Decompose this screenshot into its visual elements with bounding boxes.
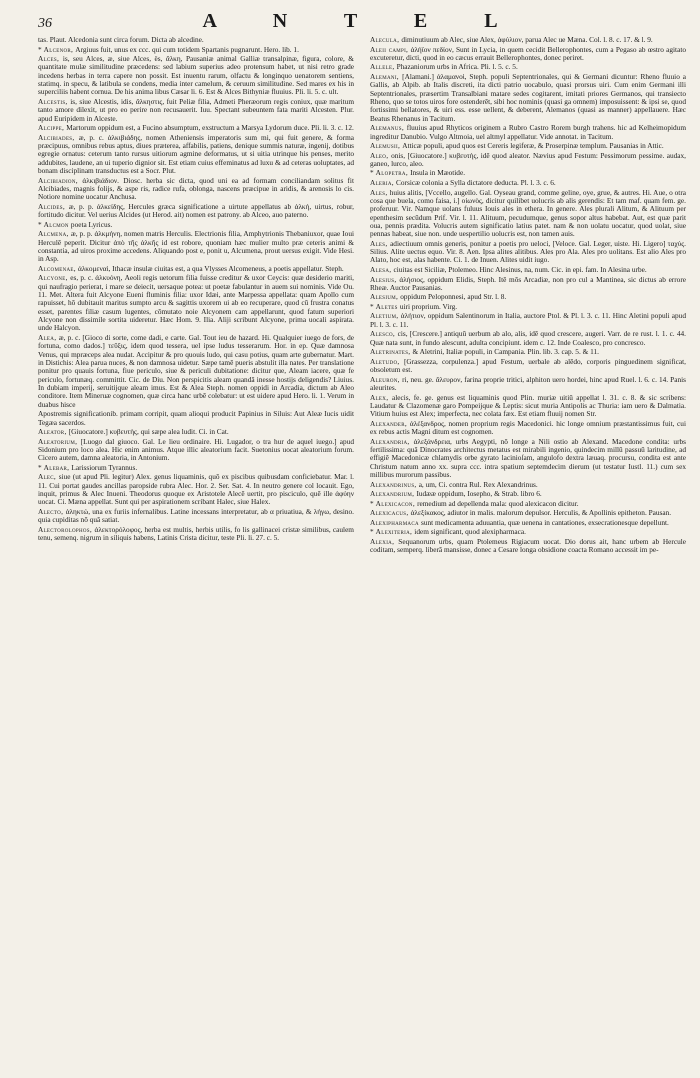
entry-text: ri, neu. ge. ἄλευρον, farina proprie tritici, alphiton uero hordei, hinc apud Ruel. l. 6. c. 14. Panis aleurites. xyxy=(370,374,686,392)
dictionary-entry xyxy=(370,312,686,329)
entry-text: is, seu Alces, æ, siue Alces, ës, ἄλκη, Pausaniæ animal Galliæ transalpinæ, figura, colore, & quantitate mulæ similitudine præcedens: sed labium superius adeo protensum habet, ut nisi retro grade incedens herbas in terra capere non possit. Est inuentu rarum, olfactu & longinquo uenatorem sentiens, statimq. in specu, & latibula se condens, media inter camelum, & ceruum similitudine. Sed mares ex his in superciliis habent cornua. De his anima libus Cæsar li. 6. Est & Alces Bithyniæ fluuius. Pli. li. 5. c. ult. xyxy=(38,54,354,97)
entry-text: ἀλήσιος, oppidum Elidis, Steph. Itē mōs Arcadiæ, non pro cul a Mantinea, sic dictus ab errore Rheæ. Auctor Pausanias. xyxy=(370,274,686,292)
entry-headword: * Alexicacon, xyxy=(370,498,418,508)
dictionary-entry xyxy=(370,36,686,44)
entry-text: is, siue Alcestis, idis, ἄλκηστις, fuit Peliæ filia, Admeti Pheræorum regis coniux, quæ maritum tanto amore dilexit, ut pro eo perire non recusauerit. Iuu. Spectant subeuntem fata mariti Alcesten. Plur. apud Euripidem in Alceste. xyxy=(38,96,354,123)
page-header xyxy=(38,10,688,34)
dictionary-entry xyxy=(38,221,354,229)
entry-headword: Alesius, xyxy=(370,274,400,284)
dictionary-entry xyxy=(370,528,686,536)
entry-headword: Aleo, xyxy=(370,150,392,160)
entry-text: ἀλεξίκακος, adiutor in malis. malorum depulsor. Herculis, & Apollinis epitheton. Pausan. xyxy=(410,508,672,518)
entry-headword: Ales, xyxy=(370,187,390,197)
entry-headword: Alexandrium, xyxy=(370,489,417,499)
entry-text: ἀλήτιον, oppidum Salentinorum in Italia, auctore Ptol. & Pl. l. 3. c. 11. Hinc Aletini populi apud Pl. l. 3. c. 11. xyxy=(370,311,686,329)
running-head: A N T E L xyxy=(202,10,524,32)
dictionary-entry xyxy=(38,334,354,409)
entry-headword: Alesco, xyxy=(370,329,398,339)
entry-headword: Alexandrinus, xyxy=(370,479,419,489)
left-column xyxy=(38,36,354,1070)
entry-text: huius alitis, [Vccello, augello. Gal. Oyseau grand, comme geline, oye, grue, & autres. Hi. Aue, o otra cosa que buela, como faisa, i.] οἰωνὸς, dicitur quilibet uolucris ab alis gerendis: Et tam maf. quam fem. ge. proferuur. Vir. Namque uolans fuluus Iouis ales in ethera. In genere. Ales plurali Alitum, & Alituum per epenthesim secūdum Prif. Vir. l. 11. Alituum, pecudumque, genus sopor altus habebat. Aut, est quæ parit oua, pennis prædita. Volucris autem significatio latius patet. nam & non uolatu uocatur, quod uolat, siue pennas habeat, siue non. unde uespertilio uolucris est, non tamen auis. xyxy=(370,187,686,239)
entry-headword: Alcippe, xyxy=(38,123,67,133)
dictionary-entry xyxy=(370,490,686,498)
entry-headword: Alexia, xyxy=(370,536,399,546)
entry-headword: Alea, xyxy=(38,332,59,342)
entry-text: Atticæ populi, apud quos est Cereris legiferæ, & Proserpinæ templum. Pausanias in Attic. xyxy=(402,141,664,151)
dictionary-entry xyxy=(38,526,354,543)
dictionary-entry xyxy=(370,124,686,141)
entry-headword: Aleii campi, xyxy=(370,44,411,54)
entry-headword: Alemani, xyxy=(370,71,403,81)
dictionary-entry xyxy=(370,152,686,169)
entry-headword: * Aletes xyxy=(370,301,400,311)
entry-headword: Alces, xyxy=(38,54,63,64)
entry-text: a, um, Ci. contra Rul. Rex Alexandrinus. xyxy=(418,479,538,489)
dictionary-entry xyxy=(38,46,354,54)
entry-text: Sequanorum urbs, quam Ptolemeus Rigiacum uocat. Dio dorus ait, hanc urbem ab Hercule coditam, semperq. liberā mansisse, donec a Cesare longa obsidione coacta Romano accessit im pe- xyxy=(370,536,686,555)
dictionary-entry xyxy=(370,179,686,187)
entry-headword: Allele, xyxy=(370,62,397,72)
entry-text: fluuius apud Rhyticos originem a Rubro Castro Rorem burgh trahens. hic ad Kelheimopidum ingreditur Danubio. Vulgo Altmoia, uel altmyl appellatur. Vide annotat. in Tacitum. xyxy=(370,123,686,141)
entry-text: Corsicæ colonia a Sylla dictatore deducta. Pl. l. 3. c. 6. xyxy=(396,178,556,187)
entry-text: ἀλεκτορόλοφος, herba est multis, herbis utilis, fo lis gallinacei cristæ similibus, caulem tenu, semenq. nigrum in siliquis habens, Latinis Crista dicitur, teste Pli. li. 27. c. 5. xyxy=(38,524,354,543)
entry-text: alecis, fe. ge. genus est liquaminis quod Plin. muriæ uitiū appellat l. 31. c. 8. & sic scribens: Laudatur & Clazomenæ garo Pompeijque & Leptis: sicut muria Antipolis ac Thuria: iam uero & Dalmatia. Vitium huius est Alex; imperfecta, nec colata fæx. Est etiam fluuij nomen Str. xyxy=(370,392,686,419)
entry-text: [Alamani.] ἀλαμανοὶ, Steph. populi Septentrionales, qui & Germani dicuntur: Rheno fluuio a Gallis, ab Alpib. ab Italis discreti, ita dicti patrio uocabulo, quasi prorsus uiri. Cum enim Germani illi Septentrionales, præsertim Transalbiani matare sedes cogitarent, imitati priores Germanos, qui transiecto Rheno, quo se totos uiros fore ostenderēt, sibi hoc nominis (quasi ga omnem) imposuissent: & ipsi se, quod fortissimi bellatores, & uiri ess. esse uellent, & deberent, Alemanos (quasi as manner) appellauere. Hæc Beatus Rhenanus in Tacitum. xyxy=(370,71,686,123)
entry-headword: Alcmena, xyxy=(38,229,71,239)
dictionary-entry xyxy=(370,394,686,419)
entry-text: diminutiuum ab Alec, siue Alex, ἀφύλιον, parua Alec ue Mæna. Col. l. 8. c. 17. & l. 9. xyxy=(401,36,653,44)
dictionary-entry xyxy=(370,420,686,437)
entry-text: ciuitas est Siciliæ, Ptolemeo. Hinc Alesinus, na, num. Cic. in epi. fam. In Alesina urbe. xyxy=(393,265,647,274)
entry-headword: * Alcenor, xyxy=(38,44,76,54)
entry-text: æ, p. p. ἀλκείδης, Hercules græca significatione a uirtute appellatus ab ἀλκή, uirtus, robur, fortitudo dicitur. Vel uerius Alcides (ut Herod. ait) nomen est patrony. ab Alceo, auo paterno. xyxy=(38,201,354,220)
entry-text: [Grassezza, corpulenza.] apud Festum, uerbale ab alēdo, corporis pinguedinem significat, obsoletum est. xyxy=(370,356,686,375)
entry-text: [Giuocatore.] κυβευτὴς, qui sæpe alea ludit. Ci. in Cat. xyxy=(68,427,229,437)
entry-text: oppidum Peloponnesi, apud Str. l. 8. xyxy=(400,292,507,302)
dictionary-entry xyxy=(38,265,354,273)
entry-text: Insula in Mæotide. xyxy=(410,168,466,178)
dictionary-entry xyxy=(370,519,686,527)
entry-text: idem significant, quod alexipharmaca. xyxy=(414,527,526,537)
entry-headword: Alesium, xyxy=(370,292,401,302)
dictionary-entry xyxy=(38,410,354,427)
dictionary-entry xyxy=(38,36,354,44)
dictionary-entry xyxy=(38,177,354,202)
dictionary-entry xyxy=(38,438,354,463)
entry-text: cis, [Crescere.] antiquū uerbum ab alo, alis, idē quod crescere, augeri. Varr. de re rust. l. 1. c. 44. Quæ nata sunt, in fundo alescunt, adulta concipiunt. idem c. 12. Inde Coalesco, pro concresco. xyxy=(370,329,686,347)
dictionary-entry xyxy=(370,142,686,150)
page-number: 36 xyxy=(38,16,52,31)
entry-text: ἀλεξάνδρεια, urbs Aegypti, nō longe a Nili ostio ab Alexand. Macedone condita: urbs fertilissima: quā Dinocrates architectus metatus est mirabili ingenio, quindecim millū passuū laritudine, ad effigiē Macedonicæ chlamydis orbe gyrato lacinioſam, angulofo dextra læuaq. procursu, condita est ante Christum natum anno xx. supra ccc. intra spatium septemdecim dierum (ut testatur Iustl. 11.) cum sex millibus murorum passibus. xyxy=(370,436,686,479)
dictionary-entry xyxy=(370,46,686,63)
dictionary-entry xyxy=(370,348,686,356)
right-column xyxy=(370,36,686,1070)
entry-headword: Aletium, xyxy=(370,311,401,321)
entry-text: ἀλκιβιάδιον. Diosc. herba sic dicta, quod uni ea ad formam conciliandam solitus fit Alcibiades, magnis folijs, & aspe ris, radice rufa, oblonga, nascens præcipue in aridis, & arenosis lo cis. Notiore nomine uocatur Anchusa. xyxy=(38,175,354,202)
dictionary-entry xyxy=(370,63,686,71)
entry-headword: Alectorolophos, xyxy=(38,524,95,534)
dictionary-entry xyxy=(370,538,686,555)
dictionary-entry xyxy=(38,134,354,176)
entry-text: Argiuus fuit, unus ex ccc. qui cum totidem Spartanis pugnarunt. Hero. lib. 1. xyxy=(75,44,299,54)
entry-text: Phazaniorum urbs in Africa. Pli. l. 5. c. 5. xyxy=(396,62,518,72)
dictionary-entry xyxy=(370,376,686,393)
entry-text: sunt medicamenta aduuantia, quæ uenena in cantationes, exsecrationesque depellunt. xyxy=(421,517,669,527)
entry-text: æ, p. c. [Gioco di sorte, come dadi, e carte. Gal. Tout ieu de hazard. Hi. Qualquier iuego de fors, de fortuna, como dados.] τεῦξις, idem quod tessera, uel ipse ludus tesserarum. Hor. in ep. Quæ damnosa Venus, qui mpræceps alea nudat. Accipitur & pro quouis ludo, qui casu potius, quam arte gubernatur. Mart. in Distichis: Alea parua nuces, & non damnosa uidetur. Sæpe tamē pueris abstulit illa nates. Per translatione ponitur pro quauis fortuna, fiue periculo, siue & periculi dubitatione: dicitur que, Aleam iacere, quæ fe periculo, fortunæq. committit. Cic. de Diu. Non perspicitis aleam quandā inesse hostijs deligendis? Liuius. In dubiam imperij, seruitijque aleam imus. Est & Alea Steph. nomen oppidi in Arcadia, dictum ab Aleo conditore. Item Mineruæ cognomen, quæ circa hanc urbē colebatur: ut est uidere apud Hero. li. 1. Verum in duabus hisce xyxy=(38,332,354,409)
dictionary-entry xyxy=(38,464,354,472)
entry-text: adiectiuum omnis generis, ponitur a poetis pro ueloci, [Veloce. Gal. Leger, uiste. Hi. Ligero] ταχύς. Silius. Alite uectus equo. Vir. 8. Aen. Ipsa alites alitibus. Ales pro Ala. Ales pro uolitans. Est alio Ales pro Alato, hoc est, alas habente. Ci. 1. de Inuen. Alites uidit iugo. xyxy=(370,238,686,265)
dictionary-entry xyxy=(370,169,686,177)
dictionary-entry xyxy=(38,473,354,506)
dictionary-entry xyxy=(370,73,686,123)
entry-headword: * Alexiteria, xyxy=(370,527,415,537)
dictionary-entry xyxy=(370,240,686,265)
dictionary-entry xyxy=(370,438,686,480)
entry-headword: Aleatorium, xyxy=(38,436,81,446)
dictionary-entry xyxy=(370,481,686,489)
dictionary-entry xyxy=(38,508,354,525)
entry-headword: Aletudo, xyxy=(370,356,404,366)
entry-text: uiri proprium. Virg. xyxy=(399,301,458,311)
entry-headword: Alemanus, xyxy=(370,123,407,133)
entry-headword: Aleria, xyxy=(370,178,397,187)
entry-headword: Alecula, xyxy=(370,36,402,44)
entry-text: ἀληκτώ, una ex furiis infernalibus. Latine incessans interpretatur, ab α priuatiua, & λήγω, desino. quia cupiditas nō quā satiat. xyxy=(38,506,354,525)
entry-headword: Alex, xyxy=(370,392,392,402)
dictionary-entry xyxy=(38,230,354,263)
entry-text: ἀλκομεναὶ, Ithacæ insulæ ciuitas est, a qua Vlysses Alcomeneus, a poetis appellatur. Steph. xyxy=(78,263,344,273)
entry-text: æ, p. p. ἀλκμήνη, nomen matris Herculis. Electrionis filia, Amphytrionis Thebaniuxor, quae Ioui Herculē peperit. Dicitur ἀπὸ τῆς ἀλκῆς id est robore, quoniam hæc mulier multo præ ceteris animi & constantia, ad uiros proxime accedens. Aliquando post e, ponit u, Alcumena, prout uersus exigit. Vide Hesi. in Asp. xyxy=(38,229,354,264)
entry-headword: Alesa, xyxy=(370,265,394,274)
entry-headword: Aleator, xyxy=(38,427,69,437)
entry-text: [Luogo dal giuoco. Gal. Le lieu ordinaire. Hi. Lugador, o tra hur de aquel iuego.] apud Sidonium pro loco alea. Hic enim animus. Atque illic aleatorium facit. Suetonius uocat aleatorium forum. Cicero autem, damna aleatoria, in Antonium. xyxy=(38,436,354,463)
entry-headword: Ales, xyxy=(370,238,391,248)
dictionary-entry xyxy=(38,98,354,123)
entry-text: ἀλήϊον πεδίον, Sunt in Lycia, in quem cecidit Bellerophontes, cum a Pegaso ab œstro agitato excuteretur, dicti, quod in eo cæcus errauit Bellerophontes, donec periret. xyxy=(370,44,686,62)
entry-headword: Alexander, xyxy=(370,418,410,428)
entry-headword: Alcibiades, xyxy=(38,132,79,142)
entry-text: æ, p. c. ἀλκιβιάδης, nomen Atheniensis imperatoris sum mi, qui fuit genere, & forma præcipuus, omnibus rebus aptus, diues præterea, affabilis, patiens, denique summis naturæ, ingenij, dotibus egregie ornatus: ceterum tanto rursus uitiorum agmine deformatus, ut si uitia utrinque his penses, merito addubites, laudene, an ui tuperio dignior sit. Est etiam cuius effeminatus ad luxu & ad ceteras uoluptates, ad bonam disciplinam transductus est a Socr. Plut. xyxy=(38,132,354,176)
dictionary-entry xyxy=(370,189,686,239)
entry-text: es, p. c. ἀλκυόνη, Aeoli regis uetorum filia fuisse creditur & uxor Ceycis: quæ desiderio mariti, qui naufragio perierat, i mare se deiecit, uersaque potea: ut poetæ fabulantur in auem sui nominis. Vide Ou. 11. Met. Altera fuit Alcyone Eueni fluminis filia: uxor Idæi, ante Marpessa appellata: quam Apollo cum rapuisset, hō dubitauit maritus sumpto arcu & sagittis uxorem ui ab eo recuperare, quod cū frustra conatus esset, parentes filiæ casum lugentes, cōmutato noie Alcyonem cam appellarunt, quod fatum superiori Alcyone non dissimile sortita uideretur. Hæc Hom. 9. Ilia. Aliji scribunt Alcyone, prima uocali aspirata. unde Halcyon. xyxy=(38,273,354,333)
entry-headword: Aleuron, xyxy=(370,374,403,384)
dictionary-entry xyxy=(370,293,686,301)
dictionary-entry xyxy=(38,124,354,132)
entry-text: Apostremis significationib. primam corripit, quam alioqui producit Papinius in Siluis: Aut Aleæ Iucis uidit Tegæa sacerdos. xyxy=(38,409,354,427)
dictionary-entry xyxy=(38,203,354,220)
dictionary-entry xyxy=(38,428,354,436)
entry-headword: Alecto, xyxy=(38,506,66,516)
dictionary-entry xyxy=(370,303,686,311)
dictionary-entry xyxy=(370,330,686,347)
entry-text: remedium ad depellenda mala: quod alexicacon dicitur. xyxy=(417,498,579,508)
entry-headword: Alec, xyxy=(38,472,59,482)
entry-headword: Alcyone, xyxy=(38,273,71,283)
dictionary-entry xyxy=(38,55,354,97)
entry-headword: Alexipharmaca xyxy=(370,517,422,527)
entry-headword: Alcestis, xyxy=(38,96,71,106)
entry-text: onis, [Giuocatore.] κυβευτὴς, idē quod aleator. Nævius apud Festum: Pessimorum pessime. audax, ganeo, lurco, aleo. xyxy=(370,150,686,168)
entry-headword: Alemusii, xyxy=(370,141,403,151)
entry-headword: Aletrinates, xyxy=(370,347,413,357)
entry-text: Martorum oppidum est, a Fucino absumptum, exstructum a Marsya Lydorum duce. Pli. li. 3. c. 12. xyxy=(66,123,354,133)
entry-headword: * Alebar, xyxy=(38,462,72,472)
entry-text: Larissiorum Tyrannus. xyxy=(71,462,138,472)
entry-text: tas. Plaut. Alcedonia sunt circa forum. Dicta ab alcedine. xyxy=(38,36,204,44)
entry-text: & Aletrini, Italiæ populi, in Campania. Plin. lib. 3. cap. 5. & 11. xyxy=(412,347,599,357)
entry-headword: * Alcmon xyxy=(38,219,71,229)
dictionary-entry xyxy=(370,276,686,293)
entry-text: Iudææ oppidum, Iosepho, & Strab. libro 6. xyxy=(416,489,542,499)
entry-headword: Alcibiadion, xyxy=(38,175,83,185)
dictionary-entry xyxy=(370,509,686,517)
dictionary-entry xyxy=(370,500,686,508)
entry-headword: Alexicacus, xyxy=(370,508,411,518)
dictionary-entry xyxy=(370,266,686,274)
dictionary-entry xyxy=(370,358,686,375)
entry-text: poeta Lyricus. xyxy=(70,219,113,229)
entry-headword: * Alopetra, xyxy=(370,168,411,178)
entry-headword: Alexandria, xyxy=(370,436,414,446)
dictionary-entry xyxy=(38,274,354,332)
entry-text: siue (ut apud Pli. legitur) Alex. genus liquaminis, quō ex piscibus quibusdam conficiebatur. Mar. l. 11. Cui portat gaudes ancillas paropside rubra Alec. Hor. 2. Ser. Sat. 4. In neutro genere col locauit. Ego, inquit, primus & Alec Inueni. Theodorus quoque ex Aristotele Alecē uertit, pro pisciculo, quē ille ἀφύην uocat. Ci. Mæna appellat. Sunt qui per aspirationem scribant Halec, siue Halex. xyxy=(38,472,354,507)
entry-text: ἀλέξανδρος, nomen proprium regis Macedonici. hic longe omnium præstantissimus fuit, cui ex rebus actis Magni ditum est cognomen. xyxy=(370,418,686,437)
entry-headword: Alcides, xyxy=(38,201,69,211)
entry-headword: Alcomenae, xyxy=(38,263,78,273)
